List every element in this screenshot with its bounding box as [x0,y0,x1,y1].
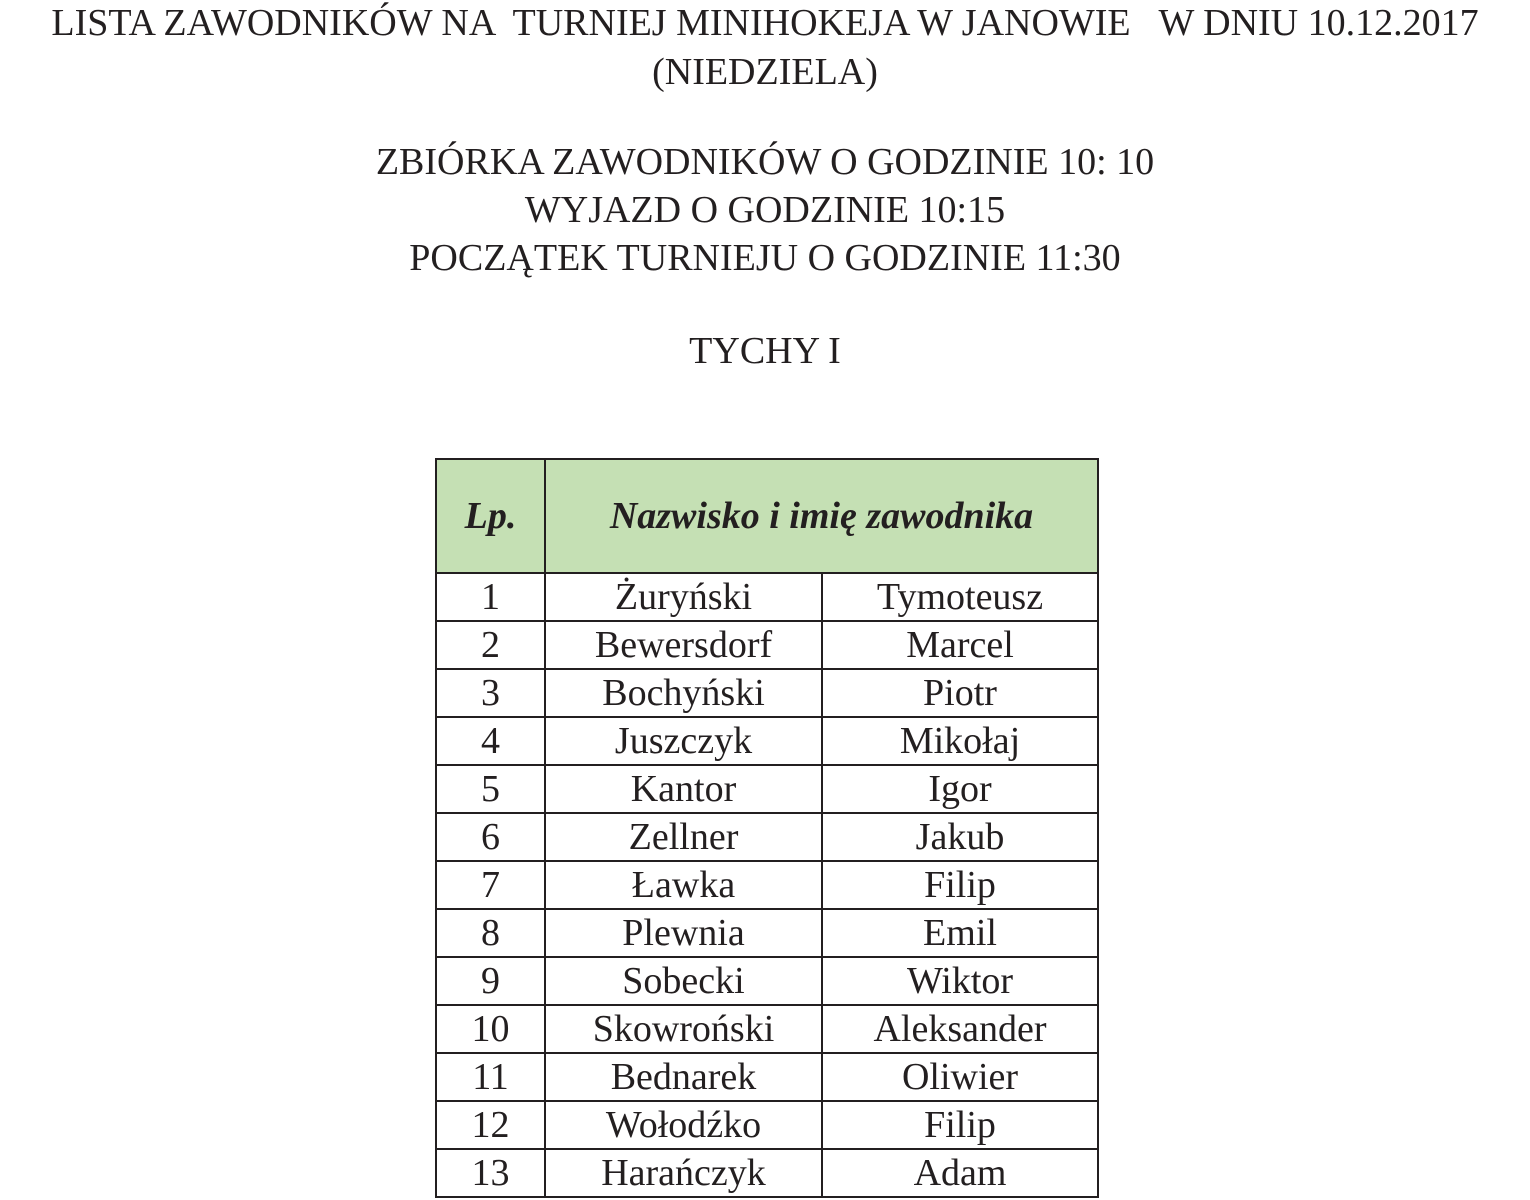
player-first-name: Adam [822,1149,1098,1197]
player-first-name: Emil [822,909,1098,957]
row-number: 3 [436,669,545,717]
player-first-name: Wiktor [822,957,1098,1005]
row-number: 13 [436,1149,545,1197]
table-row [436,1101,1098,1149]
table-header-row [436,459,1098,573]
row-number: 2 [436,621,545,669]
table-row [436,717,1098,765]
team-name: TYCHY I [689,330,841,372]
row-number: 6 [436,813,545,861]
player-first-name: Filip [822,861,1098,909]
player-first-name: Oliwier [822,1053,1098,1101]
document-title-day: (NIEDZIELA) [652,51,878,93]
departure-time: WYJAZD O GODZINIE 10:15 [524,189,1006,231]
player-last-name: Skowroński [545,1005,822,1053]
row-number: 4 [436,717,545,765]
player-first-name: Tymoteusz [822,573,1098,621]
tournament-start-time: POCZĄTEK TURNIEJU O GODZINIE 11:30 [409,237,1121,279]
player-last-name: Żuryński [545,573,822,621]
table-row [436,1149,1098,1197]
meeting-time: ZBIÓRKA ZAWODNIKÓW O GODZINIE 10: 10 [375,141,1155,183]
column-header-lp: Lp. [436,459,545,573]
column-header-player-name: Nazwisko i imię zawodnika [545,459,1098,573]
roster-body [436,573,1098,1197]
player-last-name: Plewnia [545,909,822,957]
table-row [436,813,1098,861]
player-last-name: Wołodźko [545,1101,822,1149]
table-row [436,1005,1098,1053]
row-number: 12 [436,1101,545,1149]
player-roster-table [435,458,1099,1198]
player-first-name: Marcel [822,621,1098,669]
row-number: 5 [436,765,545,813]
player-last-name: Zellner [545,813,822,861]
document-title: LISTA ZAWODNIKÓW NA TURNIEJ MINIHOKEJA W JANOWIE W DNIU 10.12.2017 [51,2,1479,44]
row-number: 8 [436,909,545,957]
row-number: 9 [436,957,545,1005]
player-first-name: Filip [822,1101,1098,1149]
player-last-name: Kantor [545,765,822,813]
player-first-name: Mikołaj [822,717,1098,765]
player-first-name: Piotr [822,669,1098,717]
table-row [436,669,1098,717]
table-row [436,909,1098,957]
player-last-name: Juszczyk [545,717,822,765]
player-last-name: Sobecki [545,957,822,1005]
row-number: 1 [436,573,545,621]
table-row [436,957,1098,1005]
table-row [436,1053,1098,1101]
player-first-name: Igor [822,765,1098,813]
table-row [436,573,1098,621]
table-row [436,765,1098,813]
player-first-name: Aleksander [822,1005,1098,1053]
table-row [436,621,1098,669]
player-last-name: Ławka [545,861,822,909]
row-number: 7 [436,861,545,909]
player-last-name: Harańczyk [545,1149,822,1197]
player-last-name: Bewersdorf [545,621,822,669]
table-row [436,861,1098,909]
row-number: 10 [436,1005,545,1053]
player-first-name: Jakub [822,813,1098,861]
player-last-name: Bochyński [545,669,822,717]
row-number: 11 [436,1053,545,1101]
player-last-name: Bednarek [545,1053,822,1101]
